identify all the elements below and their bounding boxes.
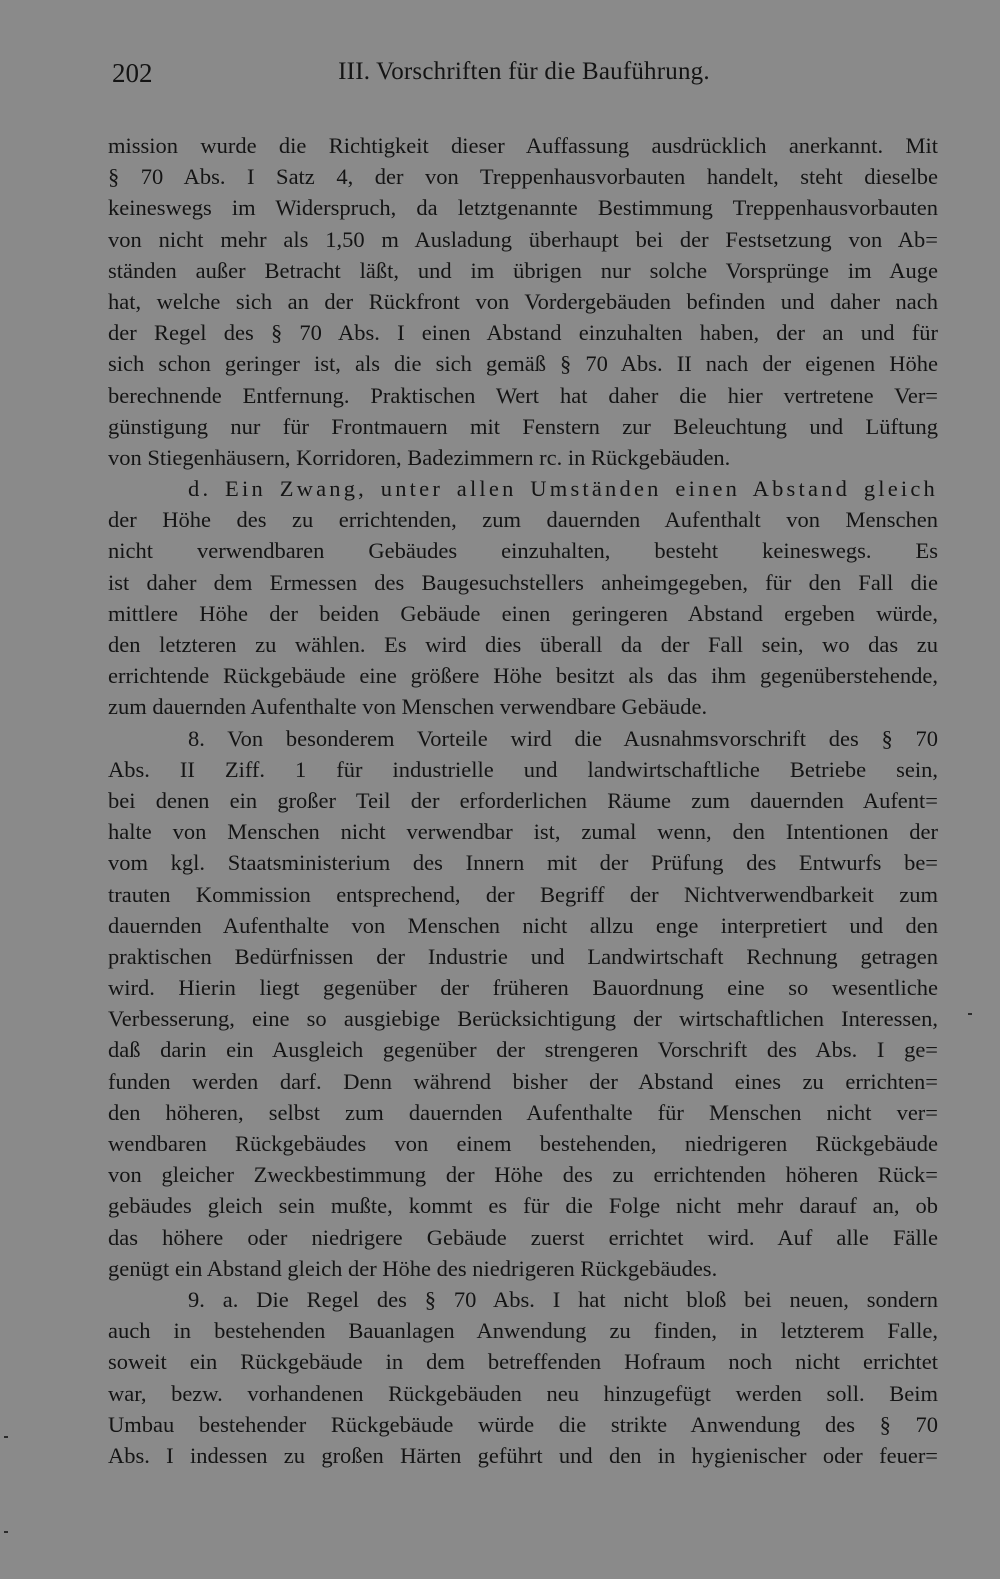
paragraph-4 [108, 1284, 938, 1471]
page-number: 202 [112, 58, 153, 88]
text-line: trauten Kommission entsprechend, der Begriff der Nichtverwendbarkeit zum [108, 881, 938, 907]
text-line: § 70 Abs. I Satz 4, der von Treppenhausvorbauten handelt, steht dieselbe [108, 164, 938, 190]
text-line: hat, welche sich an der Rückfront von Vordergebäuden befinden und daher nach [108, 288, 938, 314]
text-line: mittlere Höhe der beiden Gebäude einen geringeren Abstand ergeben würde, [108, 600, 938, 626]
text-line: von gleicher Zweckbestimmung der Höhe des zu errichtenden höheren Rück= [108, 1162, 938, 1188]
text-line: 9. a. Die Regel des § 70 Abs. I hat nicht bloß bei neuen, sondern [188, 1286, 938, 1312]
paragraph-3 [108, 723, 938, 1284]
text-line: halte von Menschen nicht verwendbar ist, zumal wenn, den Intentionen der [108, 819, 938, 845]
text-line: genügt ein Abstand gleich der Höhe des niedrigeren Rückgebäudes. [108, 1255, 718, 1281]
text-line: d. Ein Zwang, unter allen Umständen einen Abstand gleich [188, 476, 938, 502]
text-line: wendbaren Rückgebäudes von einem bestehenden, niedrigeren Rückgebäude [108, 1131, 938, 1156]
paragraph-1 [108, 130, 938, 473]
text-line: war, bezw. vorhandenen Rückgebäuden neu hinzugefügt werden soll. Beim [108, 1380, 938, 1406]
text-line: berechnende Entfernung. Praktischen Wert hat daher die hier vertretene Ver= [108, 382, 938, 408]
text-line: Umbau bestehender Rückgebäude würde die strikte Anwendung des § 70 [108, 1411, 938, 1437]
text-line: wird. Hierin liegt gegenüber der früheren Bauordnung eine so wesentliche [108, 975, 938, 1001]
paragraph-2 [108, 473, 938, 723]
text-line: vom kgl. Staatsministerium des Innern mit der Prüfung des Entwurfs be= [108, 850, 938, 876]
print-speck [4, 1531, 8, 1533]
text-line: das höhere oder niedrigere Gebäude zuerst errichtet wird. Auf alle Fälle [108, 1224, 938, 1250]
text-line: ständen außer Betracht läßt, und im übrigen nur solche Vorsprünge im Auge [108, 257, 938, 283]
page-header [112, 58, 936, 98]
body-text [108, 130, 938, 1471]
text-line: soweit ein Rückgebäude in dem betreffenden Hofraum noch nicht errichtet [108, 1349, 938, 1375]
text-line: von Stiegenhäusern, Korridoren, Badezimmern rc. in Rückgebäuden. [108, 444, 731, 470]
text-line: funden werden darf. Denn während bisher der Abstand eines zu errichten= [108, 1068, 938, 1094]
text-line: den höheren, selbst zum dauernden Aufenthalte für Menschen nicht ver= [108, 1099, 938, 1125]
text-line: sich schon geringer ist, als die sich gemäß § 70 Abs. II nach der eigenen Höhe [108, 351, 938, 377]
text-line: dauernden Aufenthalte von Menschen nicht allzu enge interpretiert und den [108, 912, 938, 938]
text-line: mission wurde die Richtigkeit dieser Auffassung ausdrücklich anerkannt. Mit [108, 133, 938, 158]
text-line: zum dauernden Aufenthalte von Menschen verwendbare Gebäude. [108, 694, 708, 720]
text-line: 8. Von besonderem Vorteile wird die Ausnahmsvorschrift des § 70 [188, 725, 938, 751]
text-line: errichtende Rückgebäude eine größere Höhe besitzt als das ihm gegenüberstehende, [108, 663, 938, 689]
text-line: praktischen Bedürfnissen der Industrie und Landwirtschaft Rechnung getragen [108, 943, 938, 969]
text-line: Abs. II Ziff. 1 für industrielle und landwirtschaftliche Betriebe sein, [108, 756, 938, 782]
text-line: Abs. I indessen zu großen Härten geführt und den in hygienischer oder feuer= [108, 1442, 938, 1468]
text-line: ist daher dem Ermessen des Baugesuchstellers anheimgegeben, für den Fall die [108, 569, 938, 595]
text-line: den letzteren zu wählen. Es wird dies überall da der Fall sein, wo das zu [108, 632, 938, 657]
print-speck [4, 1436, 8, 1438]
text-line: der Höhe des zu errichtenden, zum dauernden Aufenthalt von Menschen [108, 507, 938, 533]
text-line: von nicht mehr als 1,50 m Ausladung überhaupt bei der Festsetzung von Ab= [108, 226, 938, 252]
text-line: keineswegs im Widerspruch, da letztgenannte Bestimmung Treppenhausvorbauten [108, 195, 938, 221]
text-line: gebäudes gleich sein mußte, kommt es für die Folge nicht mehr darauf an, ob [108, 1193, 938, 1219]
text-line: günstigung nur für Frontmauern mit Fenstern zur Beleuchtung und Lüftung [108, 413, 938, 439]
text-line: daß darin ein Ausgleich gegenüber der strengeren Vorschrift des Abs. I ge= [108, 1037, 938, 1063]
text-line: nicht verwendbaren Gebäudes einzuhalten, besteht keineswegs. Es [108, 538, 938, 564]
text-line: Verbesserung, eine so ausgiebige Berücksichtigung der wirtschaftlichen Interessen, [108, 1006, 938, 1032]
text-line: bei denen ein großer Teil der erforderlichen Räume zum dauernden Aufent= [108, 787, 938, 813]
running-head: III. Vorschriften für die Bauführung. [338, 58, 710, 85]
text-line: auch in bestehenden Bauanlagen Anwendung zu finden, in letzterem Falle, [108, 1318, 938, 1344]
print-speck [968, 1013, 972, 1015]
text-line: der Regel des § 70 Abs. I einen Abstand einzuhalten haben, der an und für [108, 320, 938, 346]
